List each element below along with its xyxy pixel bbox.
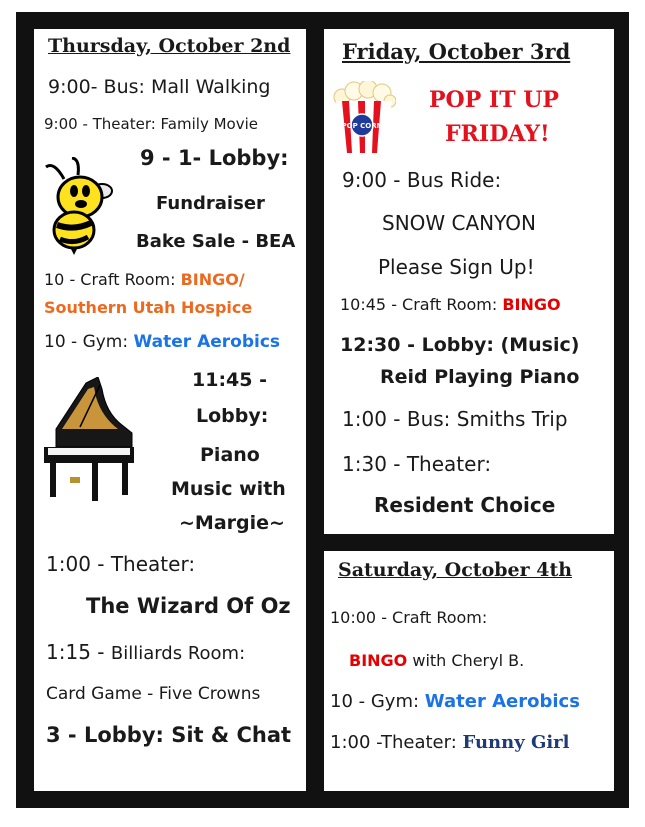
sit-and-chat: 3 - Lobby: Sit & Chat — [46, 723, 292, 747]
billiards-line — [46, 640, 245, 664]
fundraiser-line-2: Fundraiser — [156, 193, 265, 214]
thursday-bus: 9:00- Bus: Mall Walking — [48, 76, 271, 98]
saturday-theater-event: Funny Girl — [462, 732, 570, 753]
thursday-panel — [34, 29, 306, 791]
piano-icon — [40, 377, 136, 501]
piano-line-4: Music with — [171, 478, 286, 500]
theater-time: 1:00 - Theater: — [46, 552, 196, 576]
saturday-bingo: BINGO — [349, 651, 408, 670]
saturday-panel — [324, 551, 614, 791]
friday-bus-2: 1:00 - Bus: Smiths Trip — [342, 407, 568, 431]
saturday-bingo-line — [349, 651, 524, 670]
fundraiser-line-1: 9 - 1- Lobby: — [140, 146, 289, 170]
fundraiser-line-3: Bake Sale - BEA — [136, 231, 296, 252]
popcorn-icon — [332, 81, 396, 155]
saturday-title: Saturday, October 4th — [338, 559, 573, 581]
saturday-theater-time: 1:00 -Theater: — [330, 732, 463, 753]
saturday-gym-line — [330, 691, 580, 712]
friday-title: Friday, October 3rd — [342, 39, 571, 64]
friday-bus: 9:00 - Bus Ride: — [342, 168, 502, 192]
billiards-place: Billiards Room: — [110, 643, 246, 664]
saturday-gym-event: Water Aerobics — [424, 691, 580, 712]
popcorn-label: POP CORN — [341, 122, 383, 130]
promo-line-1: POP IT UP — [429, 87, 559, 113]
saturday-theater-line — [330, 732, 569, 753]
promo-line-2: FRIDAY! — [445, 121, 550, 147]
piano-line-1: 11:45 - — [192, 369, 267, 391]
friday-theater-time: 1:30 - Theater: — [342, 452, 492, 476]
friday-signup: Please Sign Up! — [378, 255, 535, 279]
billiards-time: 1:15 - — [46, 640, 111, 664]
craft-room-line — [44, 270, 245, 289]
gym-time: 10 - Gym: — [44, 332, 134, 352]
card-game: Card Game - Five Crowns — [46, 684, 261, 704]
thursday-theater: 9:00 - Theater: Family Movie — [44, 115, 258, 133]
craft-room-bingo: BINGO/ — [180, 270, 245, 289]
saturday-gym-time: 10 - Gym: — [330, 691, 425, 712]
friday-panel — [324, 29, 614, 534]
thursday-title: Thursday, October 2nd — [48, 35, 291, 57]
saturday-bingo-host: with Cheryl B. — [407, 651, 525, 670]
friday-bus-destination: SNOW CANYON — [382, 211, 536, 235]
craft-room-org: Southern Utah Hospice — [44, 298, 253, 317]
friday-craft-line — [340, 295, 561, 314]
gym-line — [44, 332, 280, 352]
friday-craft-time: 10:45 - Craft Room: — [340, 295, 503, 314]
friday-craft-bingo: BINGO — [502, 295, 561, 314]
craft-room-time: 10 - Craft Room: — [44, 270, 181, 289]
piano-line-2: Lobby: — [196, 405, 269, 427]
gym-event: Water Aerobics — [133, 332, 281, 352]
piano-line-5: ~Margie~ — [179, 512, 285, 534]
friday-theater-event: Resident Choice — [374, 493, 556, 517]
saturday-craft: 10:00 - Craft Room: — [330, 608, 488, 627]
theater-movie: The Wizard Of Oz — [86, 594, 291, 618]
piano-line-3: Piano — [200, 444, 260, 466]
bee-icon — [44, 157, 116, 255]
friday-music-2: Reid Playing Piano — [380, 366, 580, 388]
friday-music-1: 12:30 - Lobby: (Music) — [340, 334, 580, 356]
